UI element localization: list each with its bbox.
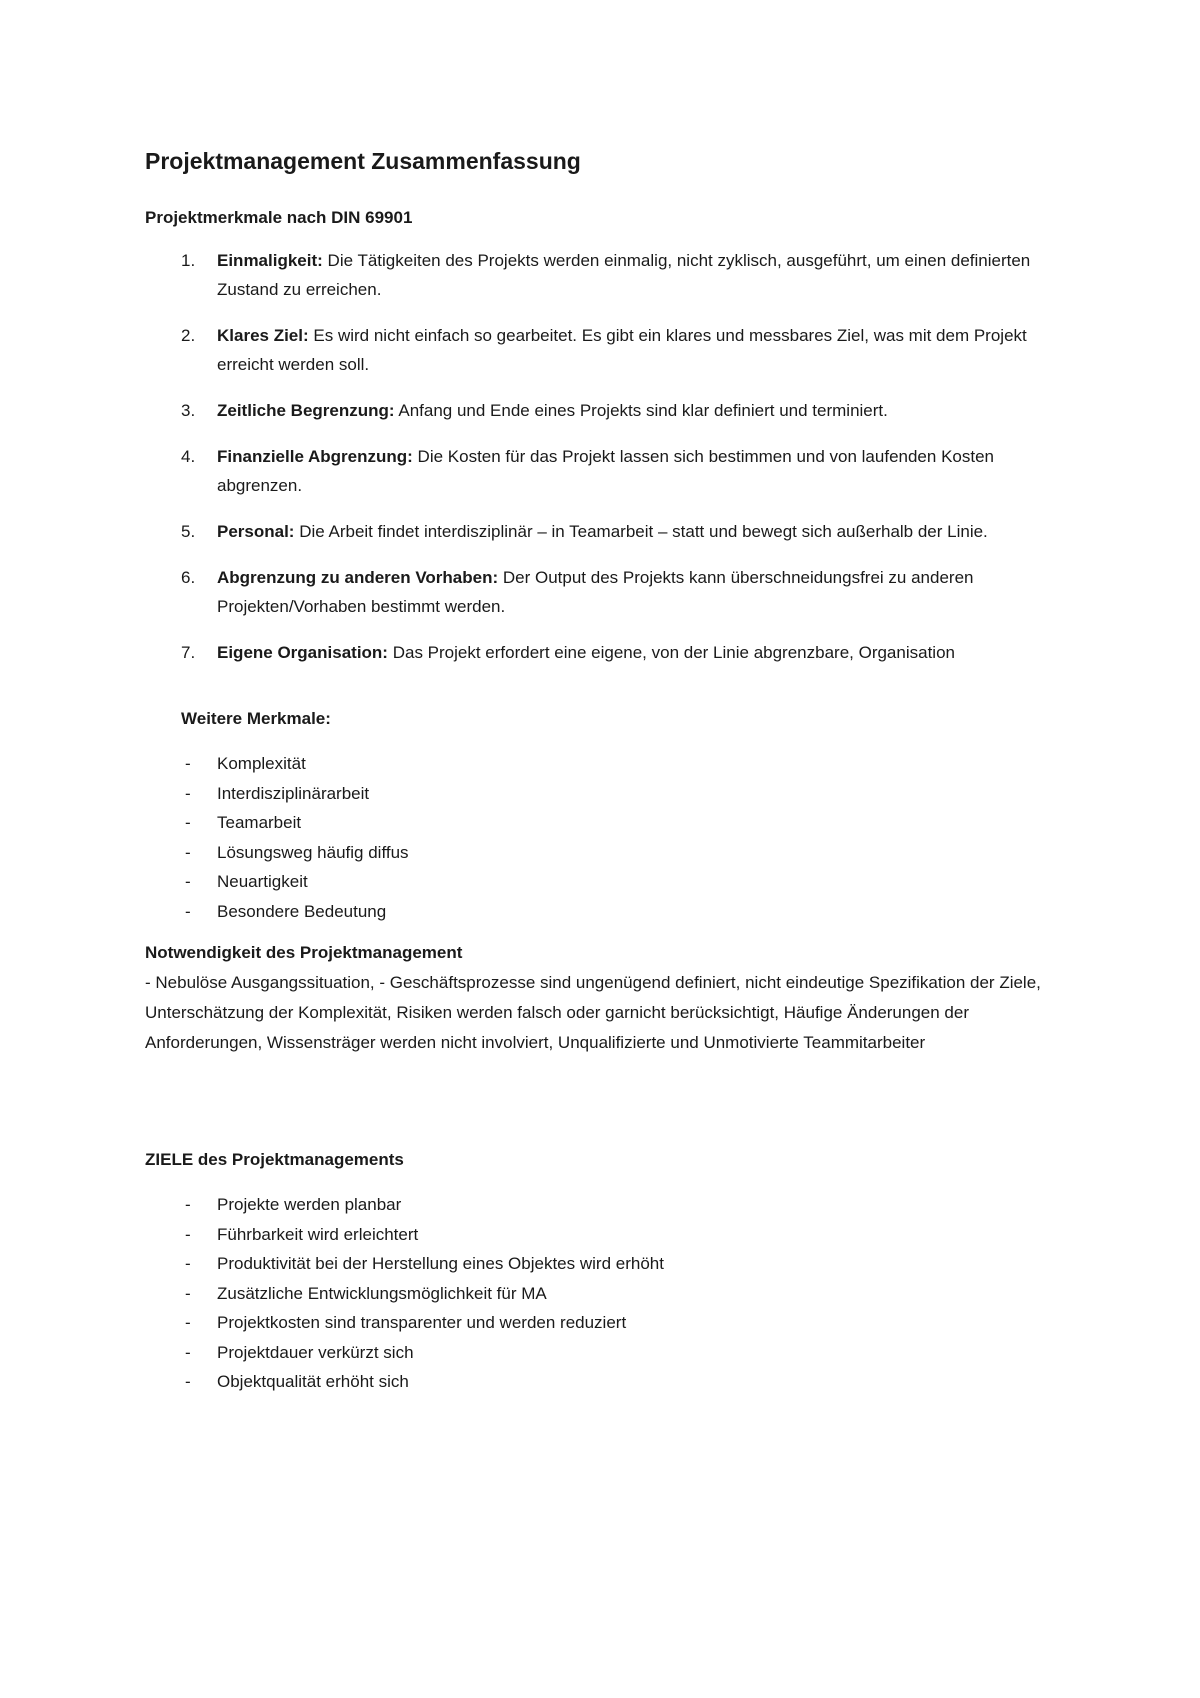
list-item bbox=[145, 1249, 1070, 1279]
section-heading-projektmerkmale: Projektmerkmale nach DIN 69901 bbox=[145, 208, 413, 227]
term-description: Die Arbeit findet interdisziplinär – in Teamarbeit – statt und bewegt sich außerhalb der Linie. bbox=[294, 522, 988, 541]
document-title: Projektmanagement Zusammenfassung bbox=[145, 148, 581, 174]
dash-bullet: - bbox=[185, 901, 191, 921]
list-item-text: Führbarkeit wird erleichtert bbox=[217, 1224, 419, 1244]
list-item-text: Besondere Bedeutung bbox=[217, 901, 387, 921]
list-item bbox=[145, 321, 1070, 379]
list-item bbox=[145, 246, 1070, 304]
dash-bullet: - bbox=[185, 1254, 191, 1273]
list-number: 3. bbox=[181, 401, 196, 420]
list-item-text: Projektkosten sind transparenter und werden reduziert bbox=[217, 1313, 627, 1332]
term-description: Das Projekt erfordert eine eigene, von der Linie abgrenzbare, Organisation bbox=[387, 643, 955, 662]
term-label: Finanzielle Abgrenzung: bbox=[217, 447, 413, 466]
dash-bullet: - bbox=[185, 1342, 191, 1362]
term-label: Klares Ziel: bbox=[217, 326, 309, 345]
term-description: Anfang und Ende eines Projekts sind klar definiert und terminiert. bbox=[394, 401, 888, 420]
list-number: 5. bbox=[181, 522, 196, 541]
list-item bbox=[145, 396, 1070, 425]
list-item bbox=[145, 897, 1070, 927]
list-number: 4. bbox=[181, 447, 196, 466]
list-item bbox=[145, 779, 1070, 809]
list-item bbox=[145, 808, 1070, 838]
list-number: 7. bbox=[181, 643, 196, 662]
list-item-text: Projektdauer verkürzt sich bbox=[217, 1342, 414, 1362]
list-number: 2. bbox=[181, 326, 196, 345]
list-number: 6. bbox=[181, 568, 196, 587]
dash-bullet: - bbox=[185, 1313, 191, 1332]
dash-bullet: - bbox=[185, 1195, 191, 1214]
dash-bullet: - bbox=[185, 754, 191, 773]
list-item bbox=[145, 1190, 1070, 1220]
necessity-paragraph: - Nebulöse Ausgangssituation, - Geschäftsprozesse sind ungenügend definiert, nicht eindeutige Spezifikation der Ziele, Unterschätzung der Komplexität, Risiken werden falsch oder garnicht berücksichtigt, Häufige Änderungen der Anforderungen, Wissensträger werden nicht involviert, Unqualifizierte und Unmotivierte Teammitarbeiter bbox=[145, 973, 1041, 1052]
term-label: Zeitliche Begrenzung: bbox=[217, 401, 395, 420]
dash-bullet: - bbox=[185, 1283, 191, 1303]
list-item bbox=[145, 1308, 1070, 1338]
term-label: Eigene Organisation: bbox=[217, 643, 388, 662]
list-item bbox=[145, 838, 1070, 868]
list-number: 1. bbox=[181, 251, 196, 270]
dash-bullet: - bbox=[185, 1372, 191, 1391]
term-label: Abgrenzung zu anderen Vorhaben: bbox=[217, 568, 499, 587]
list-item bbox=[145, 563, 1070, 621]
list-item bbox=[145, 1220, 1070, 1250]
term-description: Die Tätigkeiten des Projekts werden einmalig, nicht zyklisch, ausgeführt, um einen definierten Zustand zu erreichen. bbox=[217, 251, 1031, 299]
term-description: Es wird nicht einfach so gearbeitet. Es gibt ein klares und messbares Ziel, was mit dem Projekt erreicht werden soll. bbox=[217, 326, 1027, 374]
dash-bullet: - bbox=[185, 1224, 191, 1244]
list-item-text: Zusätzliche Entwicklungsmöglichkeit für MA bbox=[217, 1283, 547, 1303]
list-item-text: Interdisziplinärarbeit bbox=[217, 783, 370, 803]
list-item-text: Produktivität bei der Herstellung eines Objektes wird erhöht bbox=[217, 1254, 664, 1273]
further-features-list bbox=[145, 749, 1070, 926]
goals-list bbox=[145, 1190, 1070, 1397]
necessity-heading: Notwendigkeit des Projektmanagement bbox=[145, 943, 463, 962]
list-item bbox=[145, 442, 1070, 500]
term-description: Die Kosten für das Projekt lassen sich bestimmen und von laufenden Kosten abgrenzen. bbox=[217, 447, 994, 495]
dash-bullet: - bbox=[185, 872, 191, 891]
dash-bullet: - bbox=[185, 813, 191, 832]
list-item-text: Lösungsweg häufig diffus bbox=[217, 842, 409, 862]
list-item bbox=[145, 1367, 1070, 1397]
further-features-heading: Weitere Merkmale: bbox=[181, 709, 331, 728]
term-label: Einmaligkeit: bbox=[217, 251, 323, 270]
list-item-text: Projekte werden planbar bbox=[217, 1195, 402, 1214]
features-numbered-list bbox=[145, 246, 1070, 667]
list-item bbox=[145, 1279, 1070, 1309]
list-item bbox=[145, 749, 1070, 779]
list-item-text: Neuartigkeit bbox=[217, 872, 308, 891]
list-item-text: Teamarbeit bbox=[217, 813, 302, 832]
list-item-text: Komplexität bbox=[217, 754, 306, 773]
dash-bullet: - bbox=[185, 842, 191, 862]
term-description: Der Output des Projekts kann überschneidungsfrei zu anderen Projekten/Vorhaben bestimmt werden. bbox=[217, 568, 974, 616]
list-item bbox=[145, 517, 1070, 546]
dash-bullet: - bbox=[185, 783, 191, 803]
term-label: Personal: bbox=[217, 522, 295, 541]
section-heading-ziele: ZIELE des Projektmanagements bbox=[145, 1150, 404, 1169]
list-item bbox=[145, 1338, 1070, 1368]
list-item-text: Objektqualität erhöht sich bbox=[217, 1372, 409, 1391]
list-item bbox=[145, 638, 1070, 667]
list-item bbox=[145, 867, 1070, 897]
